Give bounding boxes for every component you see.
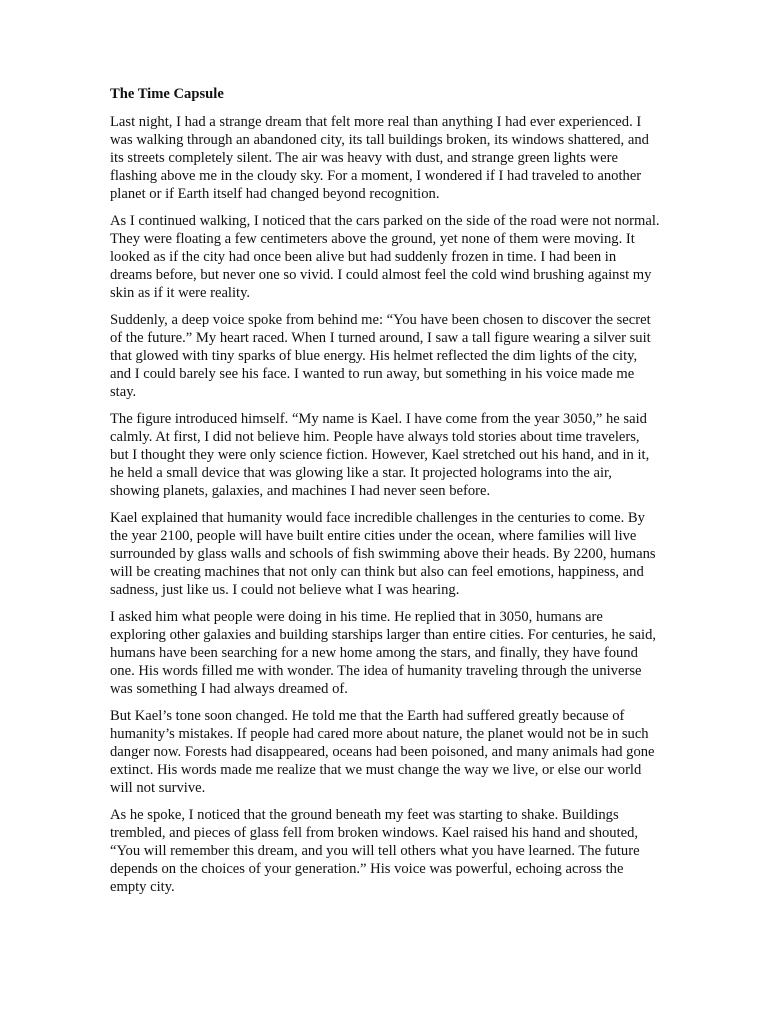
- document-page: [110, 85, 660, 905]
- paragraph-2: As I continued walking, I noticed that the cars parked on the side of the road were not normal. They were floating a few centimeters above the ground, yet none of them were moving. It looked as if the city had once been alive but had suddenly frozen in time. I had been in dreams before, but never one so vivid. I could almost feel the cold wind brushing against my skin as if it were reality.: [110, 213, 660, 301]
- paragraph-8: As he spoke, I noticed that the ground beneath my feet was starting to shake. Buildings trembled, and pieces of glass fell from broken windows. Kael raised his hand and shouted, “You will remember this dream, and you will tell others what you have learned. The future depends on the choices of your generation.” His voice was powerful, echoing across the empty city.: [110, 807, 640, 895]
- document-title: The Time Capsule: [110, 86, 224, 102]
- paragraph-7: But Kael’s tone soon changed. He told me that the Earth had suffered greatly because of humanity’s mistakes. If people had cared more about nature, the planet would not be in such danger now. Forests had disappeared, oceans had been poisoned, and many animals had gone extinct. His words made me realize that we must change the way we live, or else our world will not survive.: [110, 708, 655, 796]
- paragraph-5: Kael explained that humanity would face incredible challenges in the centuries to come. By the year 2100, people will have built entire cities under the ocean, where families will live surrounded by glass walls and schools of fish swimming above their heads. By 2200, humans will be creating machines that not only can think but also can feel emotions, happiness, and sadness, just like us. I could not believe what I was hearing.: [110, 510, 656, 598]
- paragraph-1: Last night, I had a strange dream that felt more real than anything I had ever experienced. I was walking through an abandoned city, its tall buildings broken, its windows shattered, and its streets completely silent. The air was heavy with dust, and strange green lights were flashing above me in the cloudy sky. For a moment, I wondered if I had traveled to another planet or if Earth itself had changed beyond recognition.: [110, 114, 649, 202]
- paragraph-4: The figure introduced himself. “My name is Kael. I have come from the year 3050,” he said calmly. At first, I did not believe him. People have always told stories about time travelers, but I thought they were only science fiction. However, Kael stretched out his hand, and in it, he held a small device that was glowing like a star. It projected holograms into the air, showing planets, galaxies, and machines I had never seen before.: [110, 411, 650, 499]
- paragraph-3: Suddenly, a deep voice spoke from behind me: “You have been chosen to discover the secret of the future.” My heart raced. When I turned around, I saw a tall figure wearing a silver suit that glowed with tiny sparks of blue energy. His helmet reflected the dim lights of the city, and I could barely see his face. I wanted to run away, but something in his voice made me stay.: [110, 312, 651, 400]
- paragraph-6: I asked him what people were doing in his time. He replied that in 3050, humans are exploring other galaxies and building starships larger than entire cities. For centuries, he said, humans have been searching for a new home among the stars, and finally, they have found one. His words filled me with wonder. The idea of humanity traveling through the universe was something I had always dreamed of.: [110, 609, 657, 697]
